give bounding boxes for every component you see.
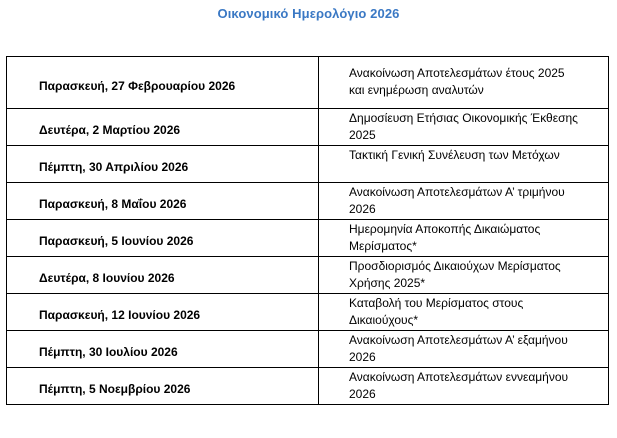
page-title: Οικονομικό Ημερολόγιο 2026 <box>217 6 400 21</box>
date-cell: Παρασκευή, 12 Ιουνίου 2026 <box>7 294 319 331</box>
date-cell: Δευτέρα, 2 Μαρτίου 2026 <box>7 109 319 146</box>
date-cell: Πέμπτη, 30 Ιουλίου 2026 <box>7 331 319 368</box>
date-cell: Πέμπτη, 30 Απριλίου 2026 <box>7 146 319 183</box>
event-cell: Ανακοίνωση Αποτελεσμάτων έτους 2025 και ενημέρωση αναλυτών <box>319 57 609 109</box>
event-cell: Καταβολή του Μερίσματος στους Δικαιούχους* <box>319 294 609 331</box>
event-cell: Προσδιορισμός Δικαιούχων Μερίσματος Χρήσης 2025* <box>319 257 609 294</box>
event-cell: Τακτική Γενική Συνέλευση των Μετόχων <box>319 146 609 183</box>
date-cell: Παρασκευή, 8 Μαΐου 2026 <box>7 183 319 220</box>
table-row <box>7 109 609 146</box>
table-row <box>7 257 609 294</box>
table-row <box>7 220 609 257</box>
financial-calendar-table <box>6 56 609 405</box>
event-cell: Ανακοίνωση Αποτελεσμάτων Α’ τριμήνου 2026 <box>319 183 609 220</box>
table-row <box>7 146 609 183</box>
table-row <box>7 183 609 220</box>
table-row <box>7 331 609 368</box>
event-cell: Ημερομηνία Αποκοπής Δικαιώματος Μερίσματος* <box>319 220 609 257</box>
date-cell: Πέμπτη, 5 Νοεμβρίου 2026 <box>7 368 319 405</box>
date-cell: Παρασκευή, 5 Ιουνίου 2026 <box>7 220 319 257</box>
table-row <box>7 294 609 331</box>
event-cell: Ανακοίνωση Αποτελεσμάτων εννεαμήνου 2026 <box>319 368 609 405</box>
table-row <box>7 57 609 109</box>
event-cell: Ανακοίνωση Αποτελεσμάτων Α’ εξαμήνου 2026 <box>319 331 609 368</box>
date-cell: Δευτέρα, 8 Ιουνίου 2026 <box>7 257 319 294</box>
table-row <box>7 368 609 405</box>
date-cell: Παρασκευή, 27 Φεβρουαρίου 2026 <box>7 57 319 109</box>
event-cell: Δημοσίευση Ετήσιας Οικονομικής Έκθεσης 2025 <box>319 109 609 146</box>
